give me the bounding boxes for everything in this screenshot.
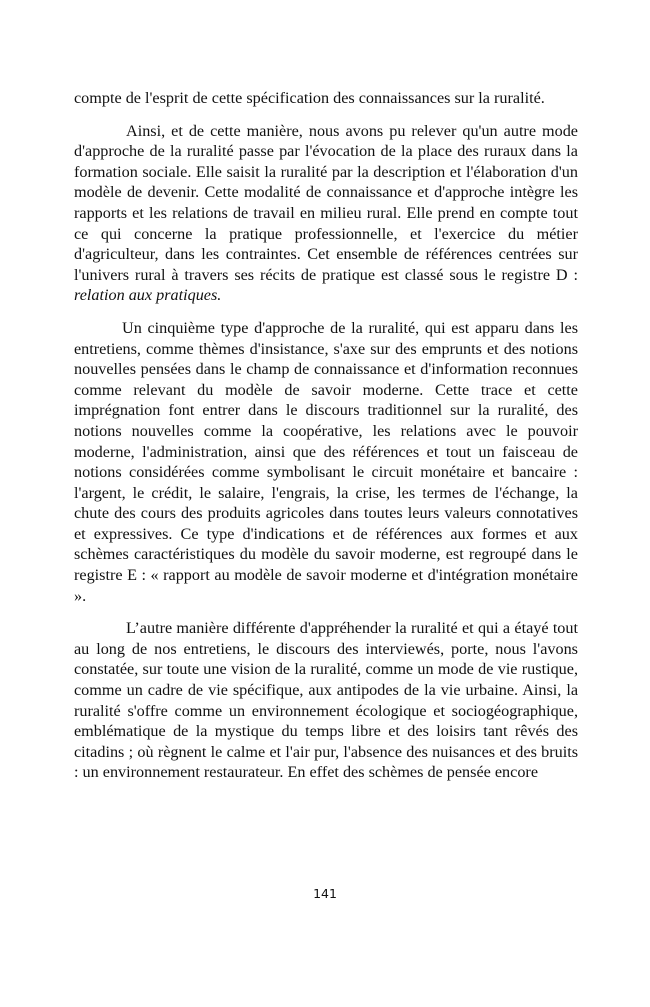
page-number: 141 xyxy=(313,886,337,901)
registre-d-italic-label: relation aux pratiques. xyxy=(74,286,222,305)
paragraph-vision-ruralite: L’autre manière différente d'appréhender la ruralité et qui a étayé tout au long de nos entretiens, le discours des interviewés, porte, nous l'avons constatée, sur toute une vision de la ruralité, comme un mode de vie rustique, comme un cadre de vie spécifique, aux antipodes de la vie urbaine. Ainsi, la ruralité s'offre comme un environnement écologique et sociogéographique, emblématique de la mystique du temps libre et des loisirs tant rêvés des citadins ; où règnent le calme et l'air pur, l'absence des nuisances et des bruits : un environnement restaurateur. En effet des schèmes de pensée encore xyxy=(74,619,578,782)
page-body xyxy=(74,88,578,795)
paragraph-registre-d-text: Ainsi, et de cette manière, nous avons pu relever qu'un autre mode d'approche de la ruralité passe par l'évocation de la place des ruraux dans la formation sociale. Elle saisit la ruralité par la description et l'élaboration d'un modèle de devenir. Cette modalité de connaissance et d'approche intègre les rapports et les relations de travail en milieu rural. Elle prend en compte tout ce qui concerne la pratique professionnelle, et l'exercice du métier d'agriculteur, dans les contraintes. Cet ensemble de références centrées sur l'univers rural à travers ses récits de pratique est classé sous le registre D : xyxy=(74,121,578,284)
paragraph-continuation: compte de l'esprit de cette spécification des connaissances sur la ruralité. xyxy=(74,89,545,107)
paragraph-registre-e: Un cinquième type d'approche de la ruralité, qui est apparu dans les entretiens, comme thèmes d'insistance, s'axe sur des emprunts et des notions nouvelles pensées dans le champ de connaissance et d'information reconnues comme relevant du modèle de savoir moderne. Cette trace et cette imprégnation font entrer dans le discours traditionnel sur la ruralité, des notions nouvelles comme la coopérative, les relations avec le pouvoir moderne, l'administration, ainsi que des références et tout un faisceau de notions considérées comme symbolisant le circuit monétaire et bancaire : l'argent, le crédit, le salaire, l'engrais, la crise, les termes de l'échange, la chute des cours des produits agricoles dans toutes leurs valeurs connotatives et expressives. Ce type d'indications et de références aux formes et aux schèmes caractéristiques du modèle du savoir moderne, est regroupé dans le registre E : « rapport au modèle de savoir moderne et d'intégration monétaire ». xyxy=(74,318,578,605)
paragraph-registre-d xyxy=(74,121,578,306)
